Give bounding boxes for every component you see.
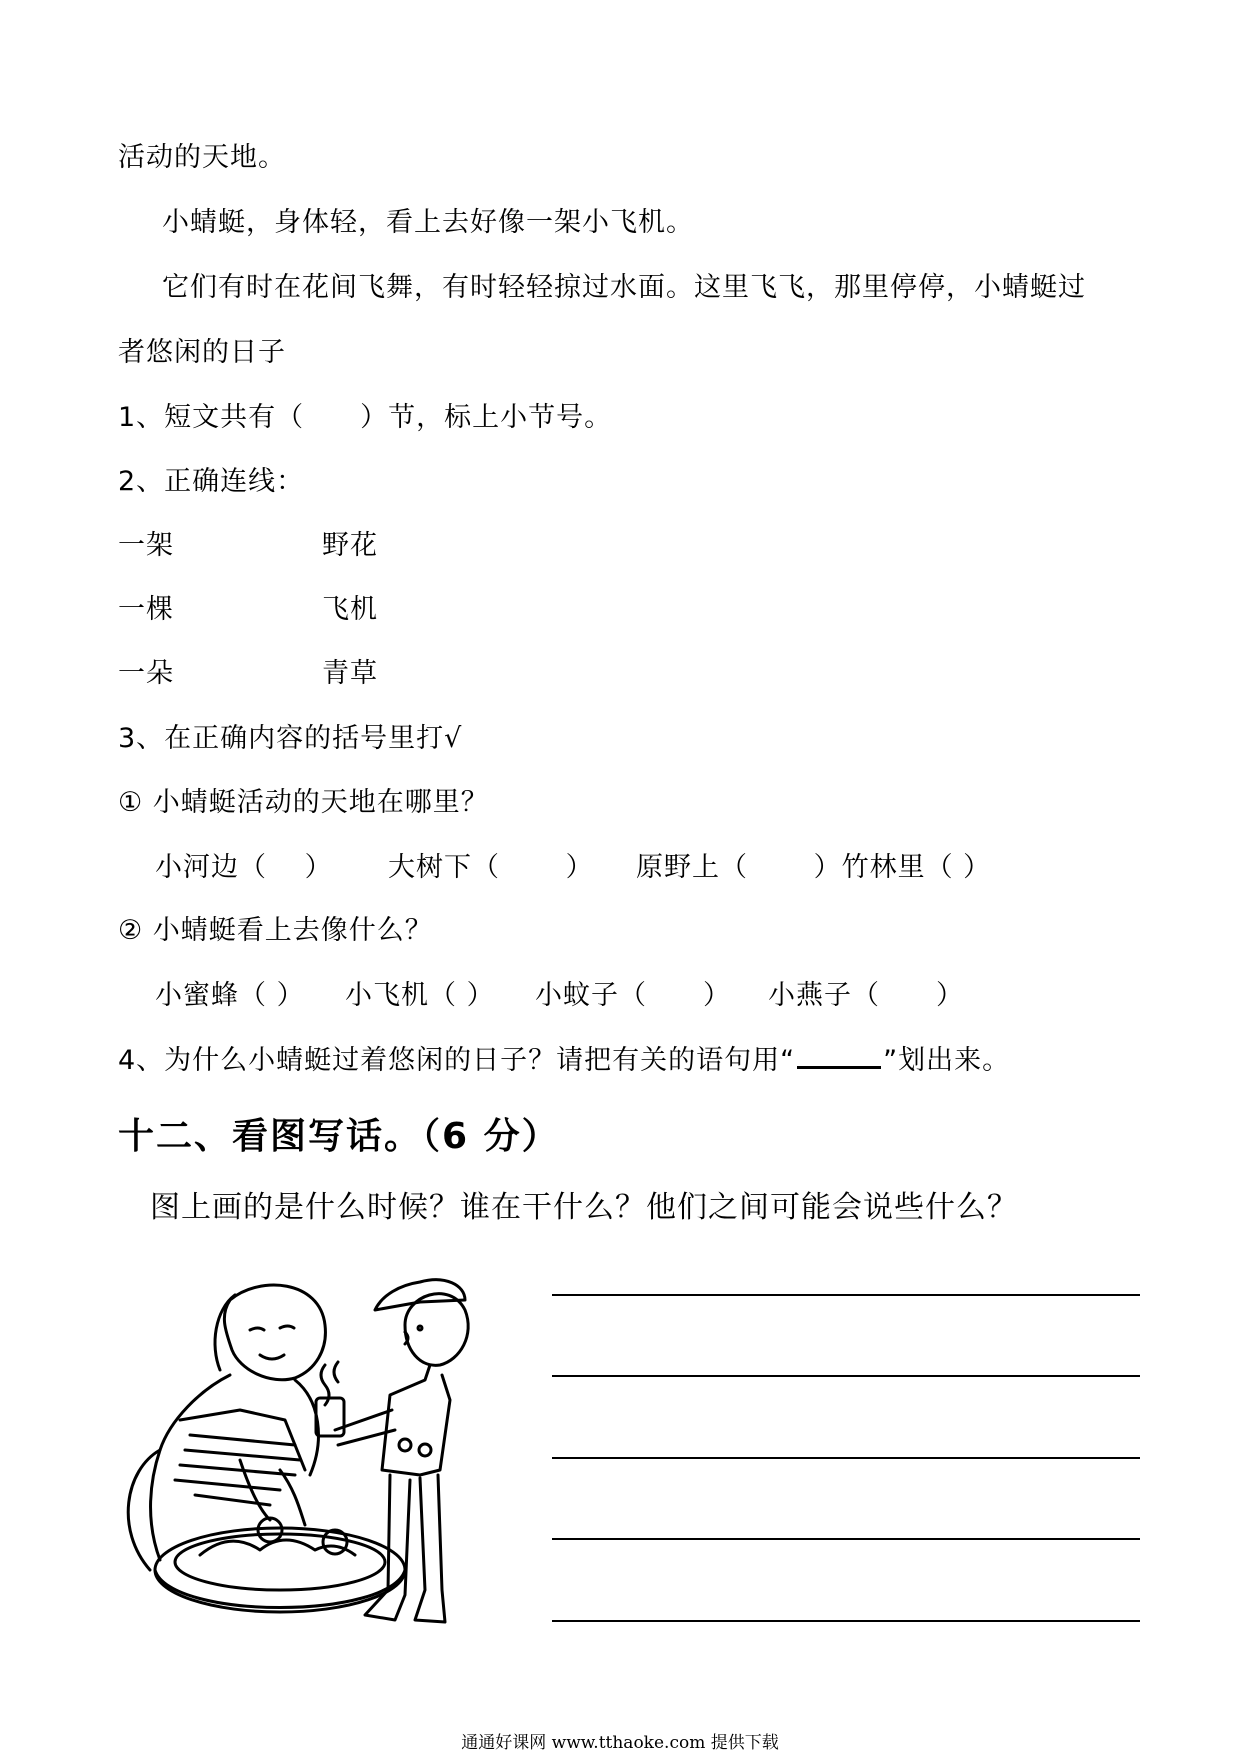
option-1-1[interactable]: 小河边（ ） bbox=[155, 852, 333, 883]
passage-line-3: 它们有时在花间飞舞，有时轻轻掠过水面。这里飞飞，那里停停，小蜻蜓过 bbox=[162, 272, 1086, 303]
illustration-child-serving-tea bbox=[120, 1270, 520, 1640]
match-right-3[interactable]: 青草 bbox=[322, 658, 378, 689]
writing-line-3[interactable] bbox=[552, 1457, 1140, 1459]
match-right-1[interactable]: 野花 bbox=[322, 530, 378, 561]
footer-credit: 通通好课网 www.tthaoke.com 提供下载 bbox=[461, 1733, 779, 1753]
question-4 bbox=[118, 1038, 1010, 1077]
match-left-2[interactable]: 一棵 bbox=[118, 594, 174, 625]
section-12-title: 十二、看图写话。（6 分） bbox=[118, 1116, 560, 1157]
option-1-2[interactable]: 大树下（ ） bbox=[388, 852, 594, 883]
match-left-1[interactable]: 一架 bbox=[118, 530, 174, 561]
writing-line-1[interactable] bbox=[552, 1294, 1140, 1296]
option-2-2[interactable]: 小飞机（ ） bbox=[345, 980, 495, 1011]
option-2-4[interactable]: 小燕子（ ） bbox=[768, 980, 964, 1011]
question-4-tail: ”划出来。 bbox=[883, 1045, 1011, 1076]
question-1: 1、短文共有（ ）节，标上小节号。 bbox=[118, 402, 613, 433]
section-12-prompt: 图上画的是什么时候？谁在干什么？他们之间可能会说些什么？ bbox=[150, 1190, 1018, 1225]
question-3-sub-1: ① 小蜻蜓活动的天地在哪里？ bbox=[118, 787, 489, 818]
writing-line-5[interactable] bbox=[552, 1620, 1140, 1622]
underline-sample bbox=[797, 1044, 881, 1069]
question-3-sub-2: ② 小蜻蜓看上去像什么？ bbox=[118, 915, 433, 946]
option-2-1[interactable]: 小蜜蜂（ ） bbox=[155, 980, 305, 1011]
match-right-2[interactable]: 飞机 bbox=[322, 594, 378, 625]
passage-line-2: 小蜻蜓，身体轻，看上去好像一架小飞机。 bbox=[162, 207, 694, 238]
match-left-3[interactable]: 一朵 bbox=[118, 658, 174, 689]
passage-line-1: 活动的天地。 bbox=[118, 142, 286, 173]
passage-line-4: 者悠闲的日子 bbox=[118, 337, 286, 368]
question-4-text: 4、为什么小蜻蜓过着悠闲的日子？请把有关的语句用“ bbox=[118, 1045, 796, 1076]
option-2-3[interactable]: 小蚊子（ ） bbox=[535, 980, 731, 1011]
option-1-3[interactable]: 原野上（ ）竹林里（ ） bbox=[636, 852, 992, 883]
question-2: 2、正确连线： bbox=[118, 466, 305, 497]
writing-line-4[interactable] bbox=[552, 1538, 1140, 1540]
writing-line-2[interactable] bbox=[552, 1375, 1140, 1377]
question-3: 3、在正确内容的括号里打√ bbox=[118, 723, 463, 754]
